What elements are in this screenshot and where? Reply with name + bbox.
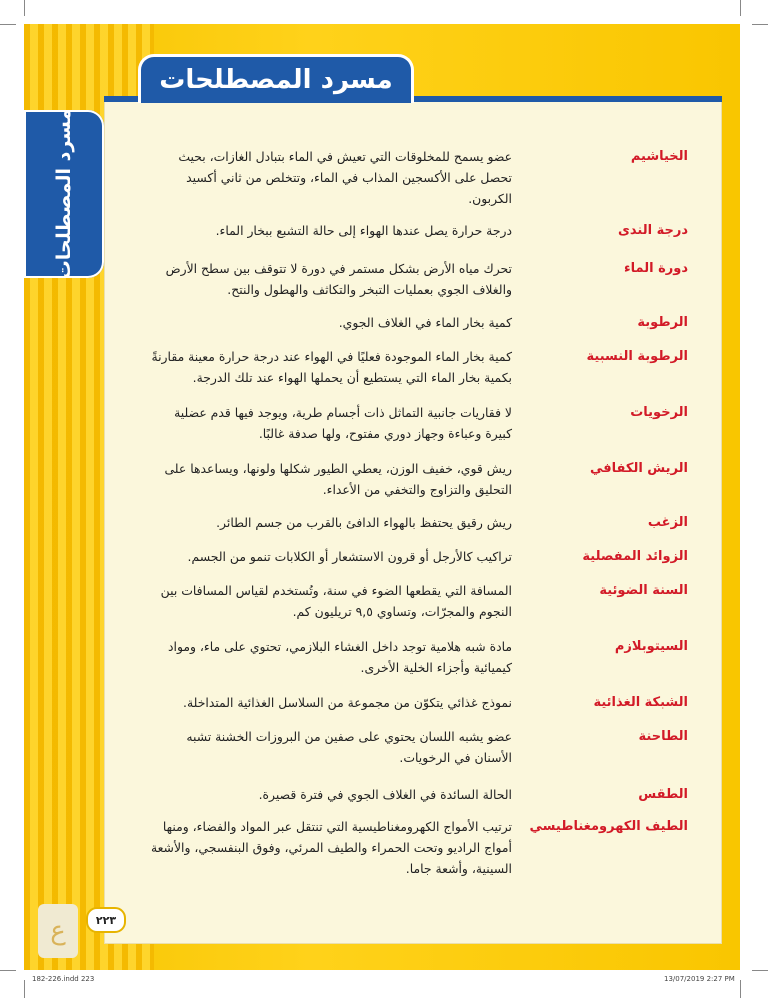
- glossary-term: السنة الضوئية: [599, 583, 688, 598]
- crop-mark: [24, 980, 25, 998]
- glossary-term: الشبكة الغذائية: [593, 695, 688, 710]
- crop-mark: [0, 24, 16, 25]
- page-title: مسرد المصطلحات: [159, 65, 393, 95]
- print-date: 13/07/2019 2:27 PM: [664, 975, 735, 983]
- crop-mark: [24, 0, 25, 16]
- glossary-term: الرطوبة: [637, 315, 688, 330]
- glossary-term: الرخويات: [630, 405, 688, 420]
- glossary-term: الرطوبة النسبية: [586, 349, 688, 364]
- side-tab-label: مسرد المصطلحات: [53, 108, 75, 280]
- glossary-definition: ترتيب الأمواج الكهرومغناطيسية التي تنتقل عبر المواد والفضاء، ومنها أمواج الراديو وتحت الحمراء والطيف المرئي، وفوق البنفسجي، والأشعة السينية، وأشعة جاما.: [150, 819, 512, 876]
- publisher-logo-icon: ع: [38, 904, 78, 958]
- glossary-definition: لا فقاريات جانبية التماثل ذات أجسام طرية، ويوجد فيها قدم عضلية كبيرة وعباءة وجهاز دوري مفتوح، ولها صدفة غالبًا.: [174, 405, 512, 441]
- page-number: ٢٢٣: [86, 907, 126, 933]
- side-tab: [24, 110, 104, 278]
- glossary-definition: نموذج غذائي يتكوّن من مجموعة من السلاسل الغذائية المتداخلة.: [183, 695, 512, 710]
- glossary-definition: مادة شبه هلامية توجد داخل الغشاء البلازمي، تحتوي على ماء، ومواد كيميائية وأجزاء الخلية الأخرى.: [167, 639, 512, 675]
- crop-mark: [740, 980, 741, 998]
- crop-mark: [752, 24, 768, 25]
- glossary-term: درجة الندى: [617, 223, 688, 238]
- glossary-term: السيتوبلازم: [614, 639, 688, 654]
- glossary-term: دورة الماء: [623, 261, 688, 276]
- glossary-term: الزوائد المفصلية: [582, 549, 688, 564]
- glossary-definition: الحالة السائدة في الغلاف الجوي في فترة قصيرة.: [258, 787, 512, 802]
- glossary-term: الطاحنة: [638, 729, 688, 744]
- glossary-term: الزغب: [647, 515, 688, 530]
- glossary-definition: تحرك مياه الأرض بشكل مستمر في دورة لا تتوقف بين سطح الأرض والغلاف الجوي بعمليات التبخر والتكاثف والهطول والنتح.: [165, 261, 512, 297]
- glossary-definition: المسافة التي يقطعها الضوء في سنة، وتُستخدم لقياس المسافات بين النجوم والمجرّات، وتساوي ٩,٥ تريليون كم.: [160, 583, 512, 619]
- crop-mark: [740, 0, 741, 16]
- glossary-definition: تراكيب كالأرجل أو قرون الاستشعار أو الكلابات تنمو من الجسم.: [187, 549, 512, 564]
- glossary-definition: درجة حرارة يصل عندها الهواء إلى حالة التشبع ببخار الماء.: [215, 223, 512, 238]
- file-label: 182-226.indd 223: [32, 975, 95, 983]
- crop-mark: [752, 970, 768, 971]
- glossary-definition: عضو يسمح للمخلوقات التي تعيش في الماء بتبادل الغازات، بحيث تحصل على الأكسجين المذاب في الماء، وتتخلص من ثاني أكسيد الكربون.: [178, 149, 512, 206]
- header-tab: [138, 54, 414, 103]
- glossary-term: الطيف الكهرومغناطيسي: [529, 819, 688, 834]
- glossary-definition: كمية بخار الماء في الغلاف الجوي.: [338, 315, 512, 330]
- glossary-term: الخياشيم: [630, 149, 688, 164]
- glossary-definition: عضو يشبه اللسان يحتوي على صفين من البروزات الخشنة تشبه الأسنان في الرخويات.: [186, 729, 512, 765]
- glossary-definition: ريش رقيق يحتفظ بالهواء الدافئ بالقرب من جسم الطائر.: [216, 515, 512, 530]
- glossary-term: الريش الكفافي: [589, 461, 688, 476]
- glossary-definition: ريش قوي، خفيف الوزن، يعطي الطيور شكلها ولونها، ويساعدها على التحليق والتزاوج والتخفي من الأعداء.: [164, 461, 512, 497]
- glossary-term: الطقس: [638, 787, 688, 802]
- crop-mark: [0, 970, 16, 971]
- glossary-definition: كمية بخار الماء الموجودة فعليًا في الهواء عند درجة حرارة معينة مقارنةً بكمية بخار الماء التي يستطيع أن يحملها الهواء عند تلك الدرجة.: [151, 349, 512, 385]
